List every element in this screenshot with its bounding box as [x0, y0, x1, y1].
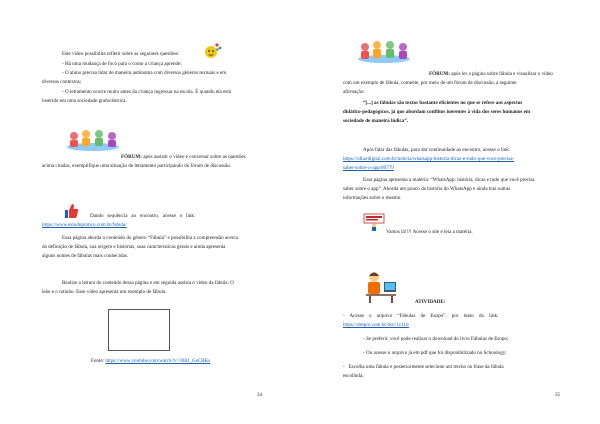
people-forum-icon [64, 128, 122, 152]
question-2a: - O aluno precisa lidar de maneira autônoma com diversos gêneros textuais e em [62, 70, 227, 76]
read-line-2: leão e o ratinho. Esse vídeo apresenta um exemplo de fábula. [42, 289, 167, 295]
genre-line-3: alguns nomes de fábulas mais conhecidas. [42, 253, 129, 259]
read-line-1: Realize a leitura do conteúdo dessa página e em seguida assista o vídeo da fábula: O [62, 280, 234, 286]
thinking-emoji-icon [204, 42, 222, 60]
question-2b: diversos contextos; [42, 79, 82, 85]
right-forum-label: FÓRUM: [429, 71, 450, 77]
activity-1a: - Acesse o arquivo “Fábulas de Esopo”, por meio do link: [343, 313, 499, 319]
page-number-right: 35 [555, 393, 560, 398]
genre-line-1: Essa página aborda o conteúdo do gênero “Fábula” e possibilita a compreensão acerca [62, 235, 238, 241]
after-line-1: Após falar das fábulas, para dar continuidade ao encontro, acesse o link: [363, 147, 511, 153]
right-forum-line-2: com um exemplo de fábula, comente, por meio de um fórum de discussão, a seguinte [343, 80, 517, 86]
intro-text: Este vídeo possibilita refletir sobre as seguintes questões: [62, 51, 179, 57]
right-forum-line-1 [429, 71, 553, 78]
page-right [300, 0, 600, 424]
youtube-link[interactable]: https://www.youtube.com/watch?v=36ItJ_GeCRKs [105, 358, 211, 364]
video-placeholder[interactable] [108, 309, 170, 351]
wa-line-3: informações sobre o mesmo. [343, 195, 402, 201]
forum-text-a: após assistir o vídeo e conversar sobre as questões [141, 154, 246, 160]
whatsapp-link-a[interactable]: https://olhardigital.com.br/noticia/whatsapp-historia-dicas-e-tudo-que-voce-precisa- [343, 156, 515, 162]
page-number-left: 34 [257, 393, 262, 398]
sign-holder-icon [363, 213, 385, 231]
activity-4b: escolhida; [343, 373, 364, 379]
people-forum-icon [355, 38, 413, 64]
activity-title: ATIVIDADE: [415, 299, 446, 305]
sequence-text: Dando sequência ao encontro, acesse o link: [90, 213, 196, 219]
go-text: Vamos lá!!!! Acesse o site e leia a matéria. [386, 229, 473, 235]
question-3a: - O letramento ocorre muito antes da criança ingressar na escola. É quando ela está [62, 89, 232, 95]
whatsapp-link-b[interactable]: saber-sobre-o-app/80779 [343, 165, 394, 171]
fabula-link[interactable]: https://www.estudopratico.com.br/fabula/ [42, 222, 127, 228]
student-at-computer-icon [362, 268, 400, 304]
forum-label: FÓRUM: [121, 154, 142, 160]
right-forum-text-a: após ler a página sobre fábula e visualizar o vídeo [449, 71, 553, 77]
wa-line-2: saber sobre o app”. Aborda um pouco da história do WhatsApp e ainda traz outras [343, 186, 511, 192]
source-line [91, 358, 210, 365]
genre-line-2: da definição de fábula, sua origem e histórias, suas características gerais e ainda apresenta [42, 244, 226, 250]
source-label: Fonte: [91, 358, 105, 364]
thumbs-up-icon [64, 203, 79, 219]
quote-line-3: sociedade de maneira lúdica”. [343, 118, 409, 124]
activity-2: - Se preferir, você pode realizar o download do livro Fábulas de Esopo; [363, 336, 509, 342]
forum-line-1 [121, 154, 246, 161]
activity-3: - Ou acesse o arquivo já em pdf que foi disponibilizado no Schoology; [363, 350, 507, 356]
forum-line-2: acima citadas, exemplifique uma situação de letramento participando do fórum de discussão. [42, 163, 232, 169]
question-1: - Há uma mudança de foco para o como a criança aprende; [62, 61, 182, 67]
quote-line-2: didático-pedagógicos, já que abordam conflitos inerentes à vida dos seres humanos em [343, 109, 531, 115]
quote-line-1: “[...] as fábulas são textos bastante eficientes no que se refere aos aspectos [363, 100, 523, 106]
wa-line-1: Essa página apresenta a matéria: “WhatsApp: história, dicas e tudo que você precisa [363, 177, 535, 183]
esopo-link[interactable]: https://drepro.com.br/doc/1z11tr [343, 322, 410, 328]
right-forum-line-3: afirmação: [343, 89, 365, 95]
activity-4a: - Escolha uma fábula e posteriormente selecione um trecho ou frase da fábula [343, 364, 504, 370]
question-3b: inserido em uma sociedade grafocêntrica. [42, 98, 127, 104]
